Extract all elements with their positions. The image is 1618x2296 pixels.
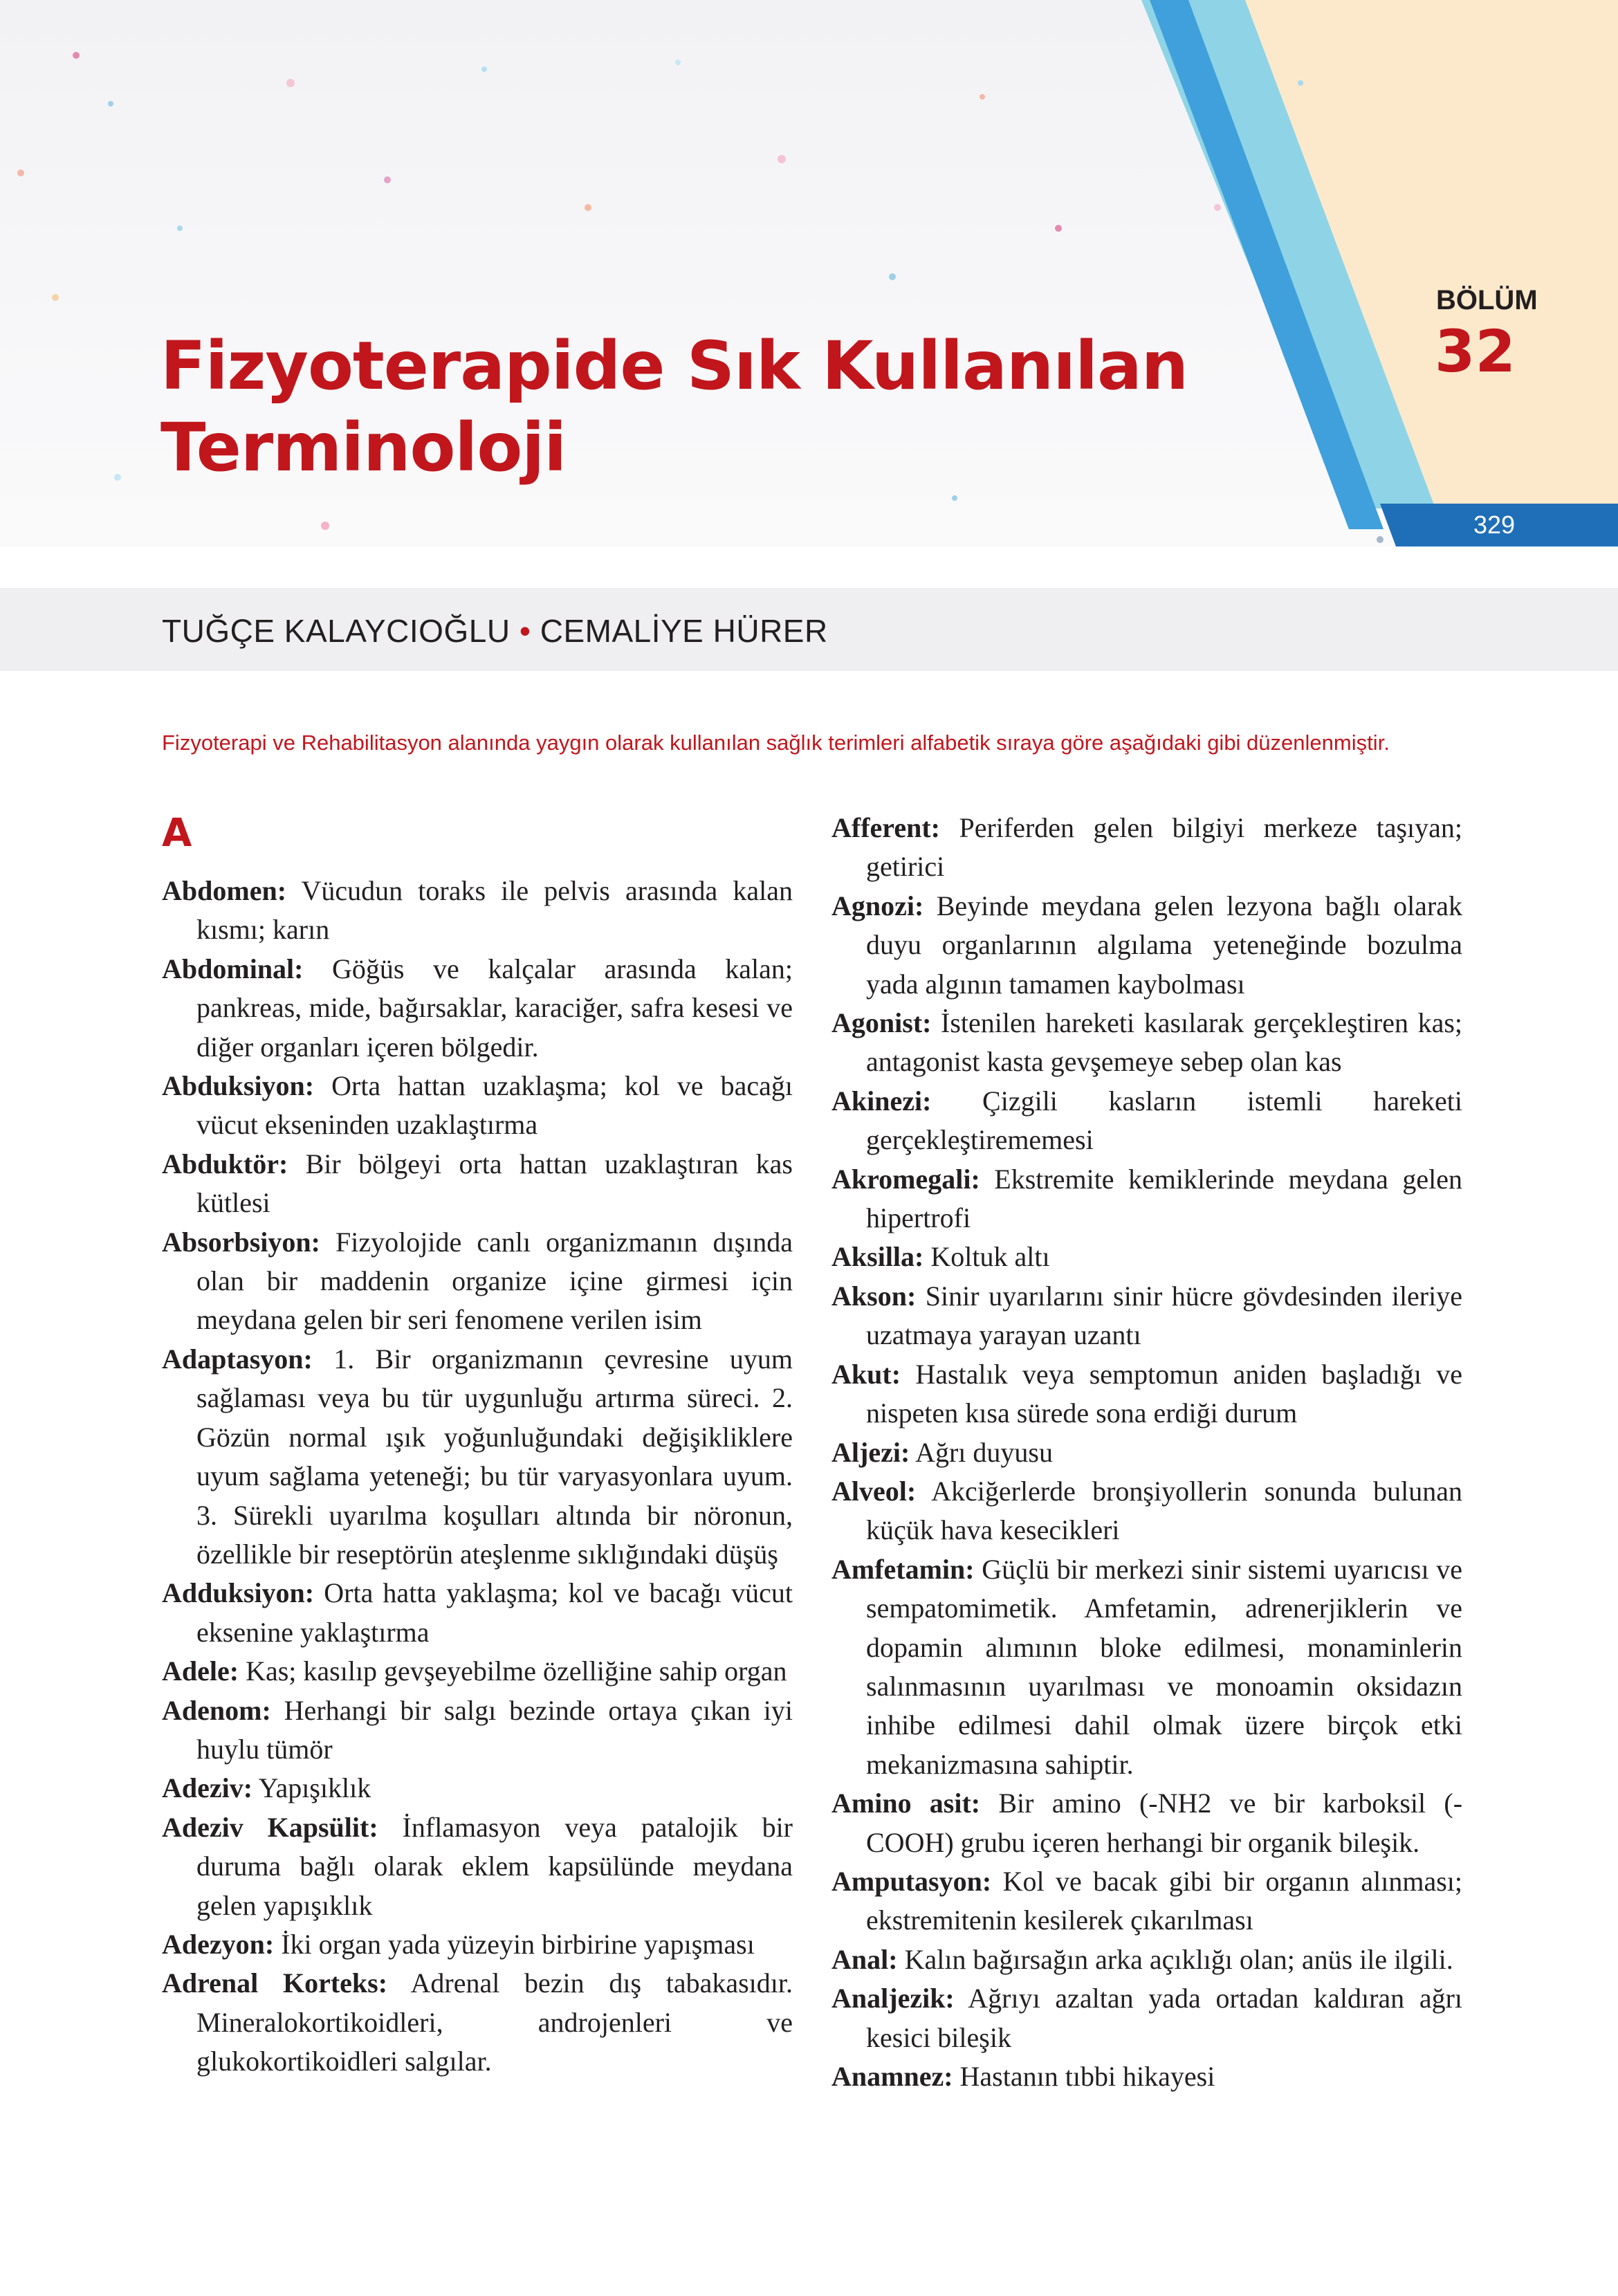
glossary-term: Adele: <box>162 1655 239 1687</box>
glossary-entry <box>162 1808 793 1925</box>
glossary-definition: Ağrıyı azaltan yada ortadan kaldıran ağrı kesici bileşik <box>866 1983 1463 2053</box>
author-name: CEMALİYE HÜRER <box>540 613 828 649</box>
glossary-entry <box>831 1082 1462 1160</box>
glossary-term: Abdomen: <box>162 875 287 906</box>
glossary-definition: Ekstremite kemiklerinde meydana gelen hipertrofi <box>866 1163 1463 1234</box>
chapter-title: Fizyoterapide Sık Kullanılan Terminoloji <box>160 327 1188 486</box>
glossary-term: Akinezi: <box>831 1085 932 1117</box>
glossary-term: Anal: <box>831 1943 898 1975</box>
glossary-entry <box>162 1340 793 1574</box>
glossary-definition: Bir bölgeyi orta hattan uzaklaştıran kas kütlesi <box>196 1148 793 1219</box>
glossary-term: Agonist: <box>831 1007 932 1039</box>
glossary-term: Adenom: <box>162 1694 271 1726</box>
chapter-number: 32 <box>1435 318 1516 385</box>
glossary-term: Abduksiyon: <box>162 1070 315 1102</box>
glossary-entry <box>831 887 1462 1004</box>
glossary-term: Agnozi: <box>831 890 924 921</box>
glossary-term: Adezyon: <box>162 1928 275 1960</box>
glossary-entry <box>831 1472 1462 1550</box>
glossary-column-left <box>162 872 793 2082</box>
glossary-entry <box>831 1862 1462 1940</box>
glossary-term: Adaptasyon: <box>162 1343 313 1375</box>
glossary-definition: Ağrı duyusu <box>915 1436 1053 1468</box>
section-letter: A <box>162 811 192 856</box>
author-separator: • <box>519 613 531 649</box>
glossary-term: Akut: <box>831 1358 901 1390</box>
glossary-definition: Güçlü bir merkezi sinir sistemi uyarıcısı ve sempatomimetik. Amfetamin, adrenerjiklerin ve dopamin alımının bloke edilmesi, monaminlerin salınmasının uyarılması ve monoamin oksidazın inhibe edilmesi dahil olmak üzere birçok etki mekanizmasına sahiptir. <box>866 1553 1463 1780</box>
glossary-definition: Adrenal bezin dış tabakasıdır. Mineralokortikoidleri, androjenleri ve glukokortikoidleri salgılar. <box>196 1967 793 2077</box>
glossary-entry <box>162 1574 793 1652</box>
glossary-term: Adduksiyon: <box>162 1577 315 1609</box>
glossary-entry <box>831 1277 1462 1355</box>
glossary-term: Aljezi: <box>831 1436 910 1468</box>
glossary-definition: Orta hatta yaklaşma; kol ve bacağı vücut eksenine yaklaştırma <box>196 1577 793 1648</box>
glossary-term: Anamnez: <box>831 2061 953 2092</box>
glossary-term: Amino asit: <box>831 1788 981 1819</box>
intro-text: Fizyoterapi ve Rehabilitasyon alanında yaygın olarak kullanılan sağlık terimleri alfabetik sıraya göre aşağıdaki gibi düzenlenmiştir. <box>162 731 1390 755</box>
glossary-term: Aksilla: <box>831 1241 924 1273</box>
page-number: 329 <box>1473 511 1516 539</box>
glossary-definition: Fizyolojide canlı organizmanın dışında olan bir maddenin organize içine girmesi için meydana gelen bir seri fenomene verilen isim <box>196 1226 793 1336</box>
glossary-definition: Kalın bağırsağın arka açıklığı olan; anüs ile ilgili. <box>904 1943 1453 1975</box>
glossary-definition: Kol ve bacak gibi bir organın alınması; ekstremitenin kesilerek çıkarılması <box>866 1865 1462 1936</box>
glossary-definition: Orta hattan uzaklaşma; kol ve bacağı vücut ekseninden uzaklaştırma <box>196 1070 793 1141</box>
glossary-term: Abduktör: <box>162 1148 288 1179</box>
glossary-term: Akson: <box>831 1280 917 1312</box>
glossary-term: Alveol: <box>831 1475 917 1507</box>
glossary-definition: İstenilen hareketi kasılarak gerçekleştiren kas; antagonist kasta gevşemeye sebep olan kas <box>866 1007 1462 1078</box>
glossary-entry <box>162 1652 793 1691</box>
glossary-entry <box>831 1979 1462 2057</box>
glossary-entry <box>831 1160 1462 1238</box>
glossary-term: Afferent: <box>831 812 940 843</box>
glossary-definition: Vücudun toraks ile pelvis arasında kalan kısmı; karın <box>196 875 793 946</box>
glossary-entry <box>831 1433 1462 1472</box>
glossary-term: Amfetamin: <box>831 1553 975 1585</box>
glossary-term: Adeziv: <box>162 1772 253 1804</box>
glossary-definition: İki organ yada yüzeyin birbirine yapışması <box>281 1928 755 1960</box>
glossary-entry <box>162 1067 793 1145</box>
glossary-definition: Hastalık veya semptomun aniden başladığı ve nispeten kısa sürede sona erdiği durum <box>866 1358 1463 1429</box>
glossary-entry <box>831 2057 1462 2096</box>
author-name: TUĞÇE KALAYCIOĞLU <box>162 613 511 649</box>
glossary-entry <box>162 1223 793 1340</box>
glossary-entry <box>831 1238 1462 1276</box>
glossary-definition: Hastanın tıbbi hikayesi <box>959 2061 1215 2092</box>
glossary-definition: Bir amino (-NH2 ve bir karboksil (- COOH) grubu içeren herhangi bir organik bileşik. <box>866 1788 1463 1858</box>
glossary-definition: Kas; kasılıp gevşeyebilme özelliğine sahip organ <box>246 1655 787 1687</box>
glossary-definition: Koltuk altı <box>930 1241 1050 1273</box>
glossary-column-right <box>831 809 1462 2096</box>
glossary-definition: Göğüs ve kalçalar arasında kalan; pankreas, mide, bağırsaklar, karaciğer, safra kesesi ve diğer organları içeren bölgedir. <box>196 953 793 1063</box>
glossary-entry <box>831 1004 1462 1082</box>
chapter-label: BÖLÜM <box>1436 285 1538 315</box>
glossary-entry <box>831 1550 1462 1784</box>
glossary-entry <box>162 1964 793 2081</box>
glossary-definition: Yapışıklık <box>258 1772 371 1804</box>
glossary-definition: Herhangi bir salgı bezinde ortaya çıkan iyi huylu tümör <box>196 1694 793 1765</box>
glossary-definition: Sinir uyarılarını sinir hücre gövdesinden ileriye uzatmaya yarayan uzantı <box>866 1280 1462 1351</box>
glossary-term: Absorbsiyon: <box>162 1226 320 1258</box>
glossary-entry <box>162 872 793 950</box>
glossary-term: Abdominal: <box>162 953 304 984</box>
glossary-term: Adrenal Korteks: <box>162 1967 388 1999</box>
authors-line <box>162 612 828 650</box>
glossary-entry <box>162 950 793 1067</box>
glossary-entry <box>831 809 1462 887</box>
glossary-definition: Periferden gelen bilgiyi merkeze taşıyan; getirici <box>866 812 1463 883</box>
glossary-term: Akromegali: <box>831 1163 980 1195</box>
glossary-entry <box>162 1691 793 1770</box>
glossary-definition: İnflamasyon veya patalojik bir duruma bağlı olarak eklem kapsülünde meydana gelen yapışıklık <box>196 1811 793 1921</box>
glossary-definition: Akciğerlerde bronşiyollerin sonunda bulunan küçük hava kesecikleri <box>866 1475 1462 1546</box>
glossary-definition: Çizgili kasların istemli hareketi gerçekleştirememesi <box>866 1085 1463 1156</box>
glossary-entry <box>162 1769 793 1808</box>
glossary-entry <box>831 1784 1462 1862</box>
glossary-definition: 1. Bir organizmanın çevresine uyum sağlaması veya bu tür uygunluğu artırma süreci. 2. Gözün normal ışık yoğunluğundaki değişikliklere uyum sağlama yeteneği; bu tür varyasyonlara uyum. 3. Sürekli uyarılma koşulları altında bir nöronun, özellikle bir reseptörün ateşlenme sıklığındaki düşüş <box>196 1343 793 1570</box>
glossary-entry <box>162 1925 793 1964</box>
glossary-entry <box>162 1145 793 1223</box>
glossary-term: Amputasyon: <box>831 1865 992 1897</box>
glossary-entry <box>831 1355 1462 1433</box>
glossary-term: Adeziv Kapsülit: <box>162 1811 378 1843</box>
glossary-term: Analjezik: <box>831 1983 955 2014</box>
glossary-entry <box>831 1940 1462 1979</box>
glossary-definition: Beyinde meydana gelen lezyona bağlı olarak duyu organlarının algılama yeteneğinde bozulma yada algının tamamen kaybolması <box>866 890 1463 1000</box>
